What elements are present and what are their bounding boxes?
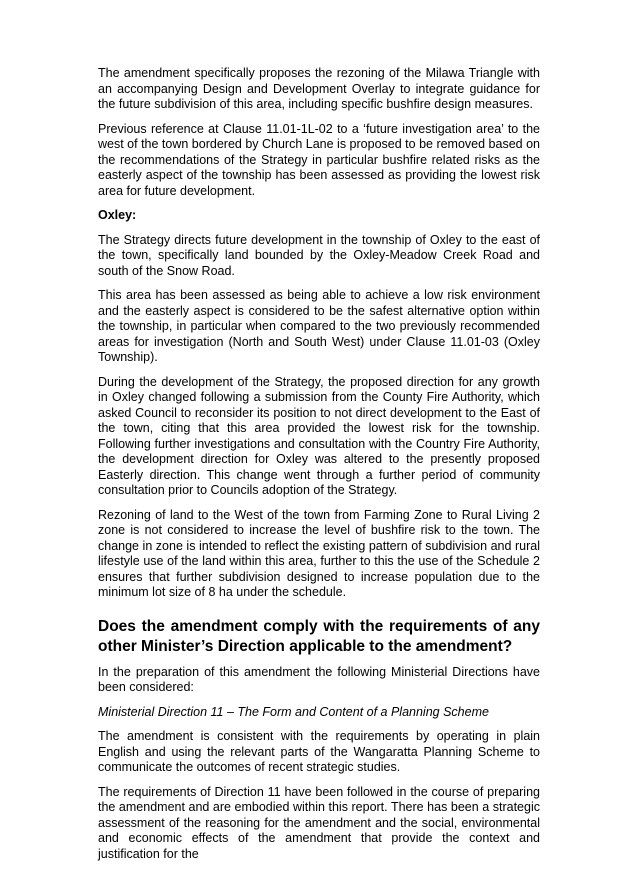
oxley-heading: Oxley:: [98, 208, 137, 222]
section-heading-ministers-direction: Does the amendment comply with the requirements of any other Minister’s Direction applicable to the amendment?: [98, 617, 540, 655]
paragraph-direction-11-requirements: The requirements of Direction 11 have been followed in the course of preparing the amendment and are embodied within this report. There has been a strategic assessment of the reasoning for the amendment and the social, environmental and economic effects of the amendment that provide the context and justification for the: [98, 784, 540, 861]
paragraph-oxley-rezoning: Rezoning of land to the West of the town from Farming Zone to Rural Living 2 zone is not considered to increase the level of bushfire risk to the town. The change in zone is intended to reflect the existing pattern of subdivision and rural lifestyle use of the land within this area, further to this the use of the Schedule 2 ensures that further subdivision designed to increase population due to the minimum lot size of 8 ha under the schedule.: [98, 507, 540, 599]
paragraph-milawa-rezoning: The amendment specifically proposes the rezoning of the Milawa Triangle with an accompanying Design and Development Overlay to integrate guidance for the future subdivision of this area, including specific bushfire design measures.: [98, 66, 540, 111]
paragraph-plain-english: The amendment is consistent with the requirements by operating in plain English and using the relevant parts of the Wangaratta Planning Scheme to communicate the outcomes of recent strategic studies.: [98, 729, 540, 774]
paragraph-directions-considered: In the preparation of this amendment the following Ministerial Directions have been considered:: [98, 664, 540, 694]
paragraph-church-lane: Previous reference at Clause 11.01-1L-02 to a ‘future investigation area’ to the west of the town bordered by Church Lane is proposed to be removed based on the recommendations of the Strategy in particular bushfire related risks as the easterly aspect of the township has been assessed as providing the lowest risk area for future development.: [98, 121, 540, 198]
direction-11-title: Ministerial Direction 11 – The Form and Content of a Planning Scheme: [98, 704, 489, 719]
paragraph-oxley-direction: The Strategy directs future development in the township of Oxley to the east of the town, specifically land bounded by the Oxley-Meadow Creek Road and south of the Snow Road.: [98, 232, 540, 278]
paragraph-oxley-cfa: During the development of the Strategy, the proposed direction for any growth in Oxley changed following a submission from the County Fire Authority, which asked Council to reconsider its position to not direct development to the East of the town, citing that this area provided the lowest risk for the township. Following further investigations and consultation with the Country Fire Authority, the development direction for Oxley was altered to the presently proposed Easterly direction. This change went through a further period of community consultation prior to Councils adoption of the Strategy.: [98, 374, 540, 497]
document-page: [98, 66, 540, 871]
paragraph-oxley-risk: This area has been assessed as being able to achieve a low risk environment and the easterly aspect is considered to be the safest alternative option within the township, in particular when compared to the two previously recommended areas for investigation (North and South West) under Clause 11.01-03 (Oxley Township).: [98, 288, 540, 364]
